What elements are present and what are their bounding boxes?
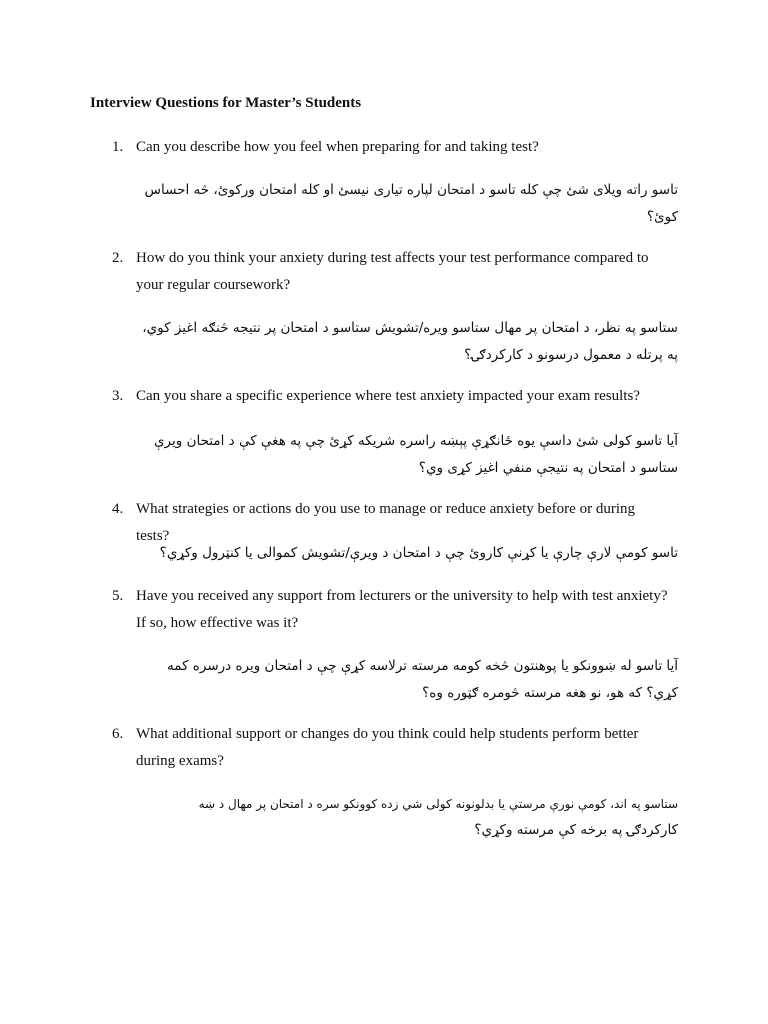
question-text: What additional support or changes do you think could help students perform better during exams? <box>136 726 639 769</box>
question-1-translation: تاسو راته ویلای شئ چې کله تاسو د امتحان لپاره تیاری نیسئ او کله امتحان ورکوئ، څه احساس کوئ؟ <box>144 182 678 225</box>
question-5 <box>112 583 672 637</box>
question-text: Have you received any support from lecturers or the university to help with test anxiety? If so, how effective was it? <box>136 588 668 631</box>
question-number: 3. <box>112 388 124 404</box>
question-number: 6. <box>112 726 124 742</box>
question-2-translation: ستاسو په نظر، د امتحان پر مهال ستاسو ویره/تشویش ستاسو د امتحان پر نتیجه څنګه اغیز کوي، په پرتله د معمول درسونو د کارکردګۍ؟ <box>142 320 678 363</box>
question-text: What strategies or actions do you use to manage or reduce anxiety before or during tests? <box>136 501 635 544</box>
question-number: 5. <box>112 588 124 604</box>
question-3-translation: آیا تاسو کولی شئ داسې یوه ځانګړې پېښه راسره شریکه کړئ چې په هغې کې د امتحان ویرې ستاسو د امتحان په نتیجې منفي اغیز کړی وي؟ <box>153 433 678 476</box>
question-text: How do you think your anxiety during test affects your test performance compared to your regular coursework? <box>136 250 649 293</box>
question-5-translation: آیا تاسو له ښوونکو یا پوهنتون څخه کومه مرسته ترلاسه کړې چې د امتحان ویره درسره کمه کړي؟ که هو، نو هغه مرسته څومره ګټوره وه؟ <box>167 658 678 701</box>
question-text: Can you describe how you feel when preparing for and taking test? <box>136 139 539 155</box>
question-6-translation-line-2: کارکردګۍ په برخه کې مرسته وکړي؟ <box>474 822 678 838</box>
question-number: 4. <box>112 501 124 517</box>
question-number: 2. <box>112 250 124 266</box>
question-2 <box>112 245 672 299</box>
question-6-translation-line-1: ستاسو په اند، کومې نورې مرستې یا بدلونونه کولی شي زده کوونکو سره د امتحان پر مهال د ښه <box>198 797 678 811</box>
question-text: Can you share a specific experience where test anxiety impacted your exam results? <box>136 388 640 404</box>
question-4-translation: تاسو کومې لارې چارې یا کړنې کاروئ چې د امتحان د ویرې/تشویش کموالی یا کنټرول وکړي؟ <box>159 545 678 561</box>
question-1 <box>112 134 672 161</box>
document-title: Interview Questions for Master’s Students <box>90 95 362 111</box>
question-3 <box>112 383 672 410</box>
question-number: 1. <box>112 139 124 155</box>
question-6 <box>112 721 672 775</box>
